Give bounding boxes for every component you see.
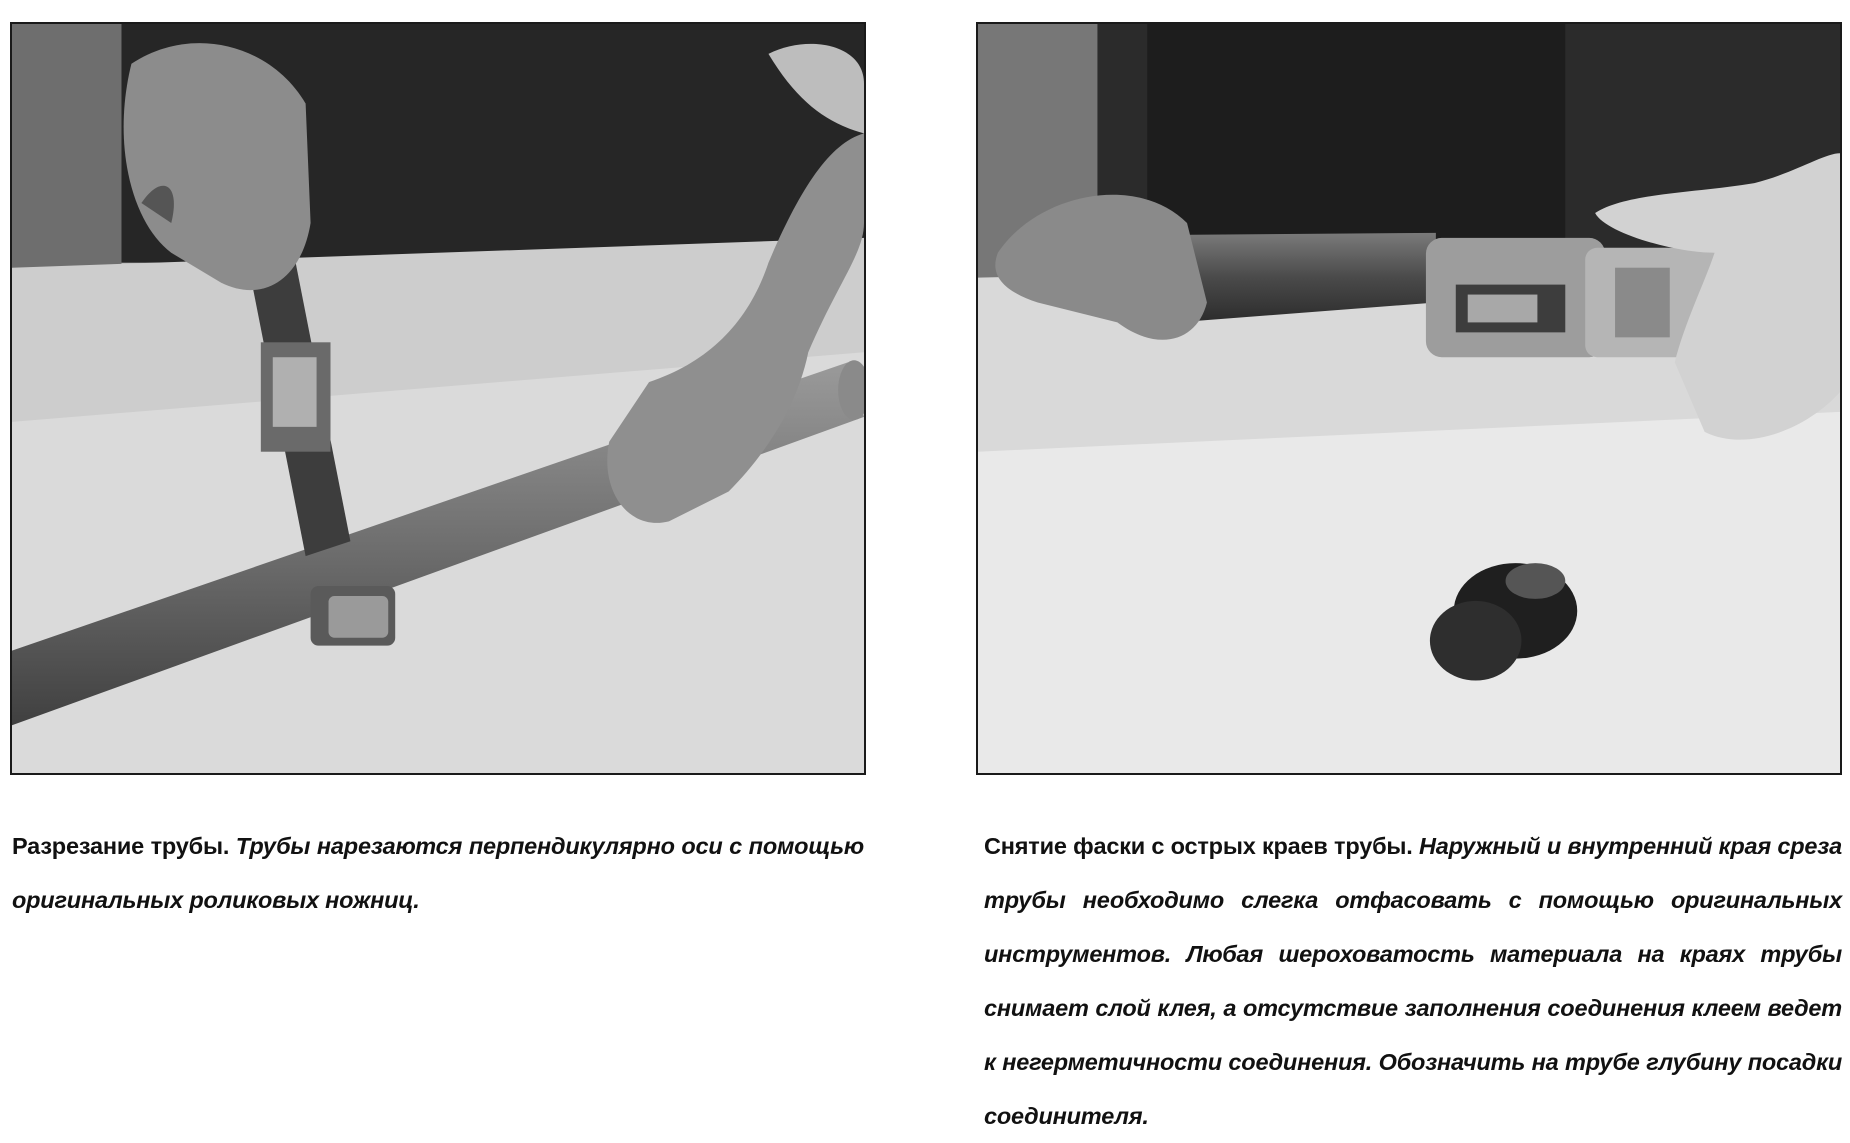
- photo-pipe-chamfering: [976, 22, 1842, 775]
- caption-right-body: Наружный и внутренний края среза трубы необходимо слегка отфасовать с помощью оригинальных инструментов. Любая шероховатость материала на краях трубы снимает слой клея, а отсутствие заполнения соединения клеем ведет к негерметичности соединения. Обозначить на трубе глубину посадки соединителя.: [984, 832, 1842, 1129]
- caption-left-body: Трубы нарезаются перпендикулярно оси с помощью оригинальных роликовых ножниц.: [12, 832, 864, 913]
- caption-pipe-cutting: [12, 819, 864, 927]
- caption-pipe-chamfering: [984, 819, 1842, 1143]
- caption-left-lead: Разрезание трубы.: [12, 832, 230, 859]
- photo-pipe-cutting: [10, 22, 866, 775]
- caption-right-lead: Снятие фаски с острых краев трубы.: [984, 832, 1413, 859]
